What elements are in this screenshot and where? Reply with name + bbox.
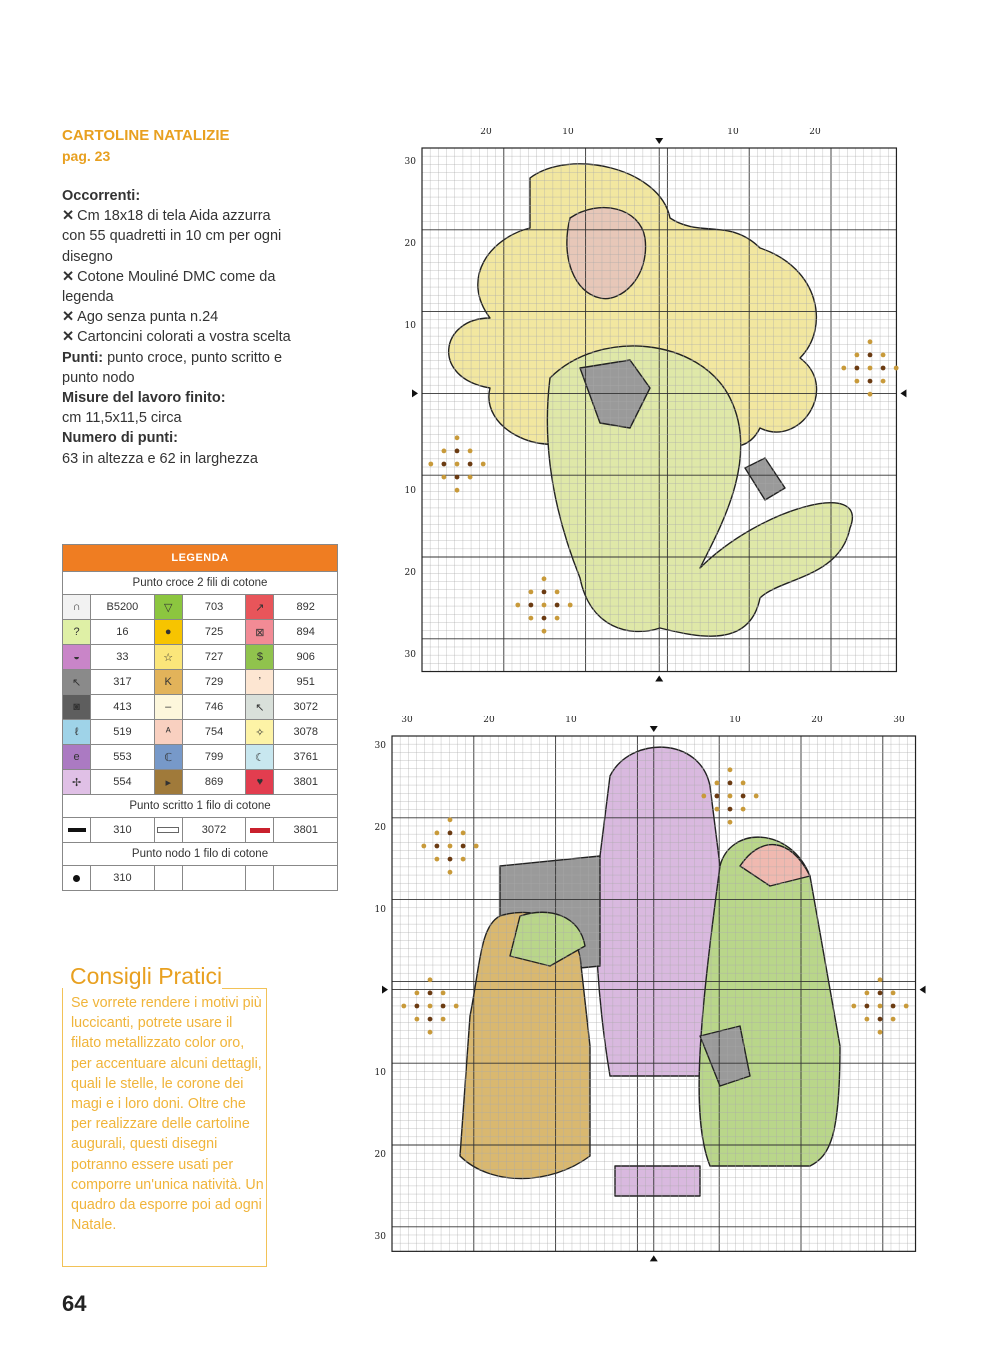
legend-swatch: ▽ bbox=[154, 595, 182, 620]
tips-title: Consigli Pratici bbox=[70, 963, 223, 989]
materials-item: ✕ Cm 18x18 di tela Aida azzurra con 55 quadretti in 10 cm per ogni disegno bbox=[62, 208, 282, 265]
scritto-row bbox=[63, 818, 338, 843]
legend-row bbox=[63, 745, 338, 770]
legend-title: LEGENDA bbox=[63, 545, 338, 572]
center-arrow-icon bbox=[650, 726, 658, 732]
legend-swatch: $ bbox=[246, 645, 274, 670]
legend-code: 413 bbox=[91, 695, 155, 720]
legend-swatch: ✧ bbox=[246, 720, 274, 745]
nodo-label: Punto nodo 1 filo di cotone bbox=[63, 843, 338, 866]
left-axis-label: 20 bbox=[404, 239, 416, 249]
legend-row bbox=[63, 595, 338, 620]
legend-code: 310 bbox=[91, 818, 155, 843]
top-axis-label: 20 bbox=[480, 128, 492, 137]
legend-swatch: ∩ bbox=[63, 595, 91, 620]
numero-value: 63 in altezza e 62 in larghezza bbox=[62, 450, 258, 467]
left-axis-label: 20 bbox=[374, 823, 386, 833]
legend-code: 3801 bbox=[274, 770, 338, 795]
legend-row bbox=[63, 720, 338, 745]
croce-rows bbox=[63, 595, 338, 795]
legend-swatch: ◙ bbox=[63, 695, 91, 720]
occorrenti-heading: Occorrenti: bbox=[62, 188, 141, 204]
stitch-grid bbox=[422, 148, 896, 672]
top-axis-label: 30 bbox=[401, 716, 413, 725]
legend-row bbox=[63, 695, 338, 720]
legend-swatch: ● bbox=[154, 620, 182, 645]
red-line-icon bbox=[246, 818, 274, 843]
legend-code: 519 bbox=[91, 720, 155, 745]
legend-code: 33 bbox=[91, 645, 155, 670]
left-axis-label: 10 bbox=[404, 486, 416, 496]
legend-code: 892 bbox=[274, 595, 338, 620]
legend-swatch: K bbox=[154, 670, 182, 695]
top-axis-label: 10 bbox=[729, 716, 741, 725]
cross-icon: ✕ bbox=[62, 268, 75, 285]
legend-swatch: ⊠ bbox=[246, 620, 274, 645]
left-axis-label: 10 bbox=[374, 1068, 386, 1078]
legend-row bbox=[63, 645, 338, 670]
legend-code: 799 bbox=[182, 745, 246, 770]
center-arrow-icon bbox=[650, 1255, 658, 1261]
legend-row bbox=[63, 770, 338, 795]
legend-code: B5200 bbox=[91, 595, 155, 620]
legend-swatch: ◒ bbox=[63, 645, 91, 670]
cross-icon: ✕ bbox=[62, 329, 75, 346]
legend-swatch: ʼ bbox=[246, 670, 274, 695]
legend-code: 317 bbox=[91, 670, 155, 695]
angel-chart bbox=[400, 128, 910, 688]
legend-row bbox=[63, 670, 338, 695]
center-arrow-icon bbox=[655, 138, 663, 144]
legend-code: 746 bbox=[182, 695, 246, 720]
center-arrow-icon bbox=[900, 389, 906, 397]
misure-heading: Misure del lavoro finito: bbox=[62, 390, 226, 407]
top-axis-label: 30 bbox=[893, 716, 905, 725]
legend-swatch: ℂ bbox=[154, 745, 182, 770]
legend-code: 754 bbox=[182, 720, 246, 745]
legend-swatch: ᴬ bbox=[154, 720, 182, 745]
top-axis-label: 10 bbox=[727, 128, 739, 137]
legend-swatch: e bbox=[63, 745, 91, 770]
legend-table bbox=[62, 544, 338, 891]
top-axis-label: 10 bbox=[562, 128, 574, 137]
misure-value: cm 11,5x11,5 circa bbox=[62, 410, 182, 427]
page-reference: pag. 23 bbox=[62, 148, 111, 164]
legend-code: 554 bbox=[91, 770, 155, 795]
legend-swatch: ▸ bbox=[154, 770, 182, 795]
legend-code: 3801 bbox=[274, 818, 338, 843]
white-line-icon bbox=[154, 818, 182, 843]
left-axis-label: 20 bbox=[404, 568, 416, 578]
legend-swatch: ☆ bbox=[154, 645, 182, 670]
french-knot-icon bbox=[63, 866, 91, 891]
legend-code: 3072 bbox=[274, 695, 338, 720]
legend-code: 310 bbox=[91, 866, 155, 891]
materials-info bbox=[62, 186, 292, 469]
legend-swatch: ℓ bbox=[63, 720, 91, 745]
legend-swatch: ↗ bbox=[246, 595, 274, 620]
page-title: CARTOLINE NATALIZIE bbox=[62, 127, 230, 144]
cross-icon: ✕ bbox=[62, 208, 75, 225]
top-axis-label: 20 bbox=[811, 716, 823, 725]
legend-code: 16 bbox=[91, 620, 155, 645]
legend-swatch: – bbox=[154, 695, 182, 720]
nodo-row bbox=[63, 866, 338, 891]
croce-label: Punto croce 2 fili di cotone bbox=[63, 572, 338, 595]
nativity-chart bbox=[370, 716, 930, 1264]
legend-code: 727 bbox=[182, 645, 246, 670]
legend-swatch: ↖ bbox=[63, 670, 91, 695]
legend-code: 3761 bbox=[274, 745, 338, 770]
materials-item: ✕ Cartoncini colorati a vostra scelta bbox=[62, 329, 291, 346]
legend-code: 894 bbox=[274, 620, 338, 645]
legend-swatch: ♥ bbox=[246, 770, 274, 795]
center-arrow-icon bbox=[412, 389, 418, 397]
cross-icon: ✕ bbox=[62, 309, 75, 326]
left-axis-label: 30 bbox=[374, 741, 386, 751]
legend-swatch: ☾ bbox=[246, 745, 274, 770]
legend-code: 906 bbox=[274, 645, 338, 670]
center-arrow-icon bbox=[655, 676, 663, 682]
left-axis-label: 30 bbox=[404, 157, 416, 167]
page-number: 64 bbox=[62, 1291, 87, 1316]
center-arrow-icon bbox=[920, 986, 926, 994]
legend-code: 729 bbox=[182, 670, 246, 695]
materials-item: ✕ Cotone Mouliné DMC come da legenda bbox=[62, 268, 276, 306]
left-axis-label: 30 bbox=[404, 650, 416, 660]
legend-code: 725 bbox=[182, 620, 246, 645]
legend-code: 703 bbox=[182, 595, 246, 620]
left-axis-label: 30 bbox=[374, 1232, 386, 1242]
legend-row bbox=[63, 620, 338, 645]
tips-text: Se vorrete rendere i motivi più luccicanti, potrete usare il filato metallizzato color oro, per accentuare alcuni dettagli, quali le stelle, le corone dei magi e i loro doni. Oltre che per realizzare delle cartoline augurali, questi disegni potranno essere usati per comporre un'unica natività. Un quadro da esporre poi ad ogni Natale. bbox=[71, 995, 264, 1234]
scritto-label: Punto scritto 1 filo di cotone bbox=[63, 795, 338, 818]
top-axis-label: 20 bbox=[809, 128, 821, 137]
black-line-icon bbox=[63, 818, 91, 843]
top-axis-label: 20 bbox=[483, 716, 495, 725]
legend-code: 869 bbox=[182, 770, 246, 795]
left-axis-label: 10 bbox=[404, 321, 416, 331]
left-axis-label: 10 bbox=[374, 905, 386, 915]
legend-code: 3078 bbox=[274, 720, 338, 745]
materials-item: ✕ Ago senza punta n.24 bbox=[62, 309, 219, 326]
legend-swatch: ? bbox=[63, 620, 91, 645]
left-axis-label: 20 bbox=[374, 1150, 386, 1160]
legend-code: 553 bbox=[91, 745, 155, 770]
legend-swatch: ✢ bbox=[63, 770, 91, 795]
legend-code: 3072 bbox=[182, 818, 246, 843]
legend-code: 951 bbox=[274, 670, 338, 695]
numero-heading: Numero di punti: bbox=[62, 430, 178, 447]
stitch-grid bbox=[392, 736, 916, 1251]
center-arrow-icon bbox=[382, 986, 388, 994]
legend-swatch: ↖ bbox=[246, 695, 274, 720]
punti-line: Punti: punto croce, punto scritto e punto nodo bbox=[62, 349, 283, 386]
top-axis-label: 10 bbox=[565, 716, 577, 725]
